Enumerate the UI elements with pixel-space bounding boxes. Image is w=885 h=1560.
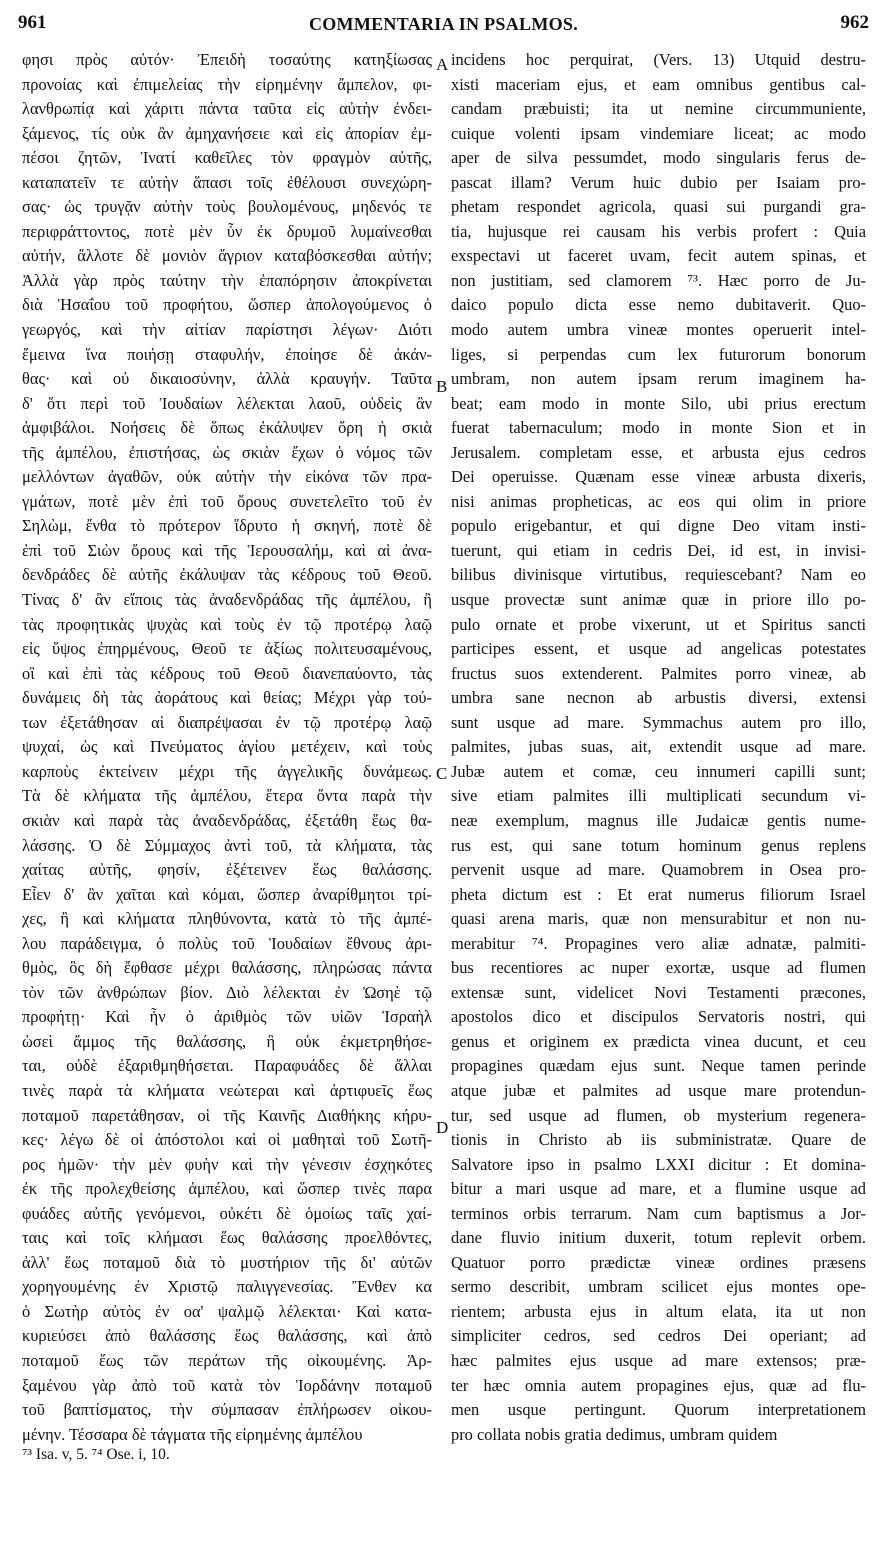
greek-text-line: ποταμοῦ ἕως τῶν περάτων τῆς οἰκουμένης. Ἀρ- [22, 1350, 432, 1370]
latin-text-line: rus est, qui sane totum hominum genus replens [451, 835, 866, 855]
greek-text-line: τὸν τῶν ἀνθρώπων βίον. Διὸ λέλεκται ἐν Ὠσηὲ τῷ [22, 982, 432, 1002]
greek-text-line: ὡσεὶ ἄμμος τῆς θαλάσσης, ἣ οὐκ ἐκμετρηθήσε- [22, 1031, 432, 1051]
latin-text-line: Quatuor porro prædictæ vineæ ordines præsens [451, 1252, 866, 1272]
greek-text-line: χορηγουμένης ἐν Χριστῷ παλιγγενεσίας. Ἔνθεν κα [22, 1277, 432, 1297]
latin-text-line: daico populo dicta esse nemo dubitaverit. Quo- [451, 295, 866, 315]
greek-text-line: φυάδες αὐτῆς γενόμενοι, οὐκέτι δὲ ὁμοίως ταῖς χαί- [22, 1203, 432, 1223]
latin-text-line: propagines quædam ejus sunt. Neque tamen perinde [451, 1056, 866, 1076]
latin-text-line: pheta dictum est : Et erat numerus filiorum Israel [451, 884, 866, 904]
latin-text-line: genus et originem ex prædicta vinea ducunt, et ceu [451, 1031, 866, 1051]
greek-text-line: ρος ἡμῶν· τὴν μὲν φυὴν καὶ τὴν γένεσιν ἐσχηκότες [22, 1154, 432, 1174]
greek-text-line: διὰ Ἡσαΐου τοῦ προφήτου, ὥσπερ ἀπολογούμενος ὁ [22, 295, 432, 315]
latin-text-line: incidens hoc perquirat, (Vers. 13) Utquid destru- [451, 50, 866, 69]
latin-text-line: atque jubæ et palmites ad usque mare protendun- [451, 1080, 866, 1100]
latin-text-line: sermo describit, umbram scilicet ejus montes ope- [451, 1277, 866, 1297]
latin-text-line: terminos orbis terrarum. Nam cum baptismus a Jor- [451, 1203, 866, 1223]
greek-text-line: ξαμένου γὰρ ἀπὸ τοῦ κατὰ τὸν Ἰορδάνην ποταμοῦ [22, 1375, 432, 1395]
latin-text-line: participes essent, et usque ad angelicas potestates [451, 639, 866, 659]
greek-text-line: προνοίας καὶ ἐπιμελείας τὴν εἰρημένην ἄμπελον, φι- [22, 74, 432, 94]
footnotes: ⁷³ Isa. v, 5. ⁷⁴ Ose. i, 10. [22, 1446, 170, 1463]
greek-text-line: προφήτῃ· Καὶ ἦν ὁ ἀριθμὸς τῶν υἱῶν Ἰσραὴλ [22, 1007, 432, 1027]
greek-text-line: Ἀλλὰ γὰρ πρὸς ταύτην τὴν ἐπαπόρησιν ἀποκρίνεται [22, 270, 432, 290]
section-marker-c: C [436, 764, 448, 783]
latin-text-line: Salvatore ipso in psalmo LXXI dicitur : Et domina- [451, 1154, 866, 1174]
section-marker-d: D [436, 1118, 449, 1137]
greek-text-line: μένην. Τέσσαρα δὲ τάγματα τῆς εἰρημένης ἀμπέλου [22, 1424, 363, 1444]
greek-text-line: φησι πρὸς αὐτόν· Ἐπειδὴ τοσαύτης κατηξίωσας [22, 50, 432, 69]
latin-text-line: pervenit usque ad mare. Quamobrem in Osea pro- [451, 860, 866, 880]
greek-text-line: τῆς ἀμπέλου, ἐπιστήσας, ὡς σκιὰν ἔχων ὁ νόμος τῶν [22, 442, 432, 462]
greek-text-line: ἀλλ' ἕως ποταμοῦ διὰ τὸ μυστήριον τῆς δι' αὐτῶν [22, 1252, 432, 1272]
greek-text-line: τινὲς παρὰ τὰ κλήματα νεώτεραι καὶ ἀρτιφυεῖς ἕως [22, 1080, 432, 1100]
latin-text-line: xisti maceriam ejus, et eam omnibus gentibus cal- [451, 74, 866, 94]
latin-text-line: bitur a mari usque ad mare, et a flumine usque ad [451, 1179, 866, 1199]
latin-text-line: cuique volenti ipsam vindemiare liceat; ac modo [451, 123, 866, 143]
latin-text-line: ter hæc omnia autem propagines ejus, quæ ad flu- [451, 1375, 866, 1395]
latin-text-line: bus recentiores ac nuper exortæ, usque ad flumen [451, 958, 866, 978]
latin-text-line: umbra sane necnon ab arbustis diversi, extensi [451, 688, 866, 708]
page-number-right: 962 [840, 12, 869, 33]
page-number-left: 961 [18, 12, 47, 33]
latin-text-line: Jerusalem. completam esse, et arbusta ejus cedros [451, 442, 866, 462]
greek-column [22, 48, 432, 1444]
greek-text-line: λου παράδειγμα, ὁ πολὺς τοῦ Ἰουδαίων ἔθνους ἀρι- [22, 933, 432, 953]
latin-text-line: pascat illam? Verum huic dubio per Isaiam pro- [451, 172, 866, 192]
latin-text-line: aper de silva pessumdet, modo singularis ferus de- [451, 148, 866, 168]
latin-text-line: tia, hujusque rei causam his verbis profert : Quia [451, 221, 866, 241]
greek-text-line: μελλόντων ἀγαθῶν, οὐκ αὐτὴν τὴν εἰκόνα τῶν πρα- [22, 467, 432, 487]
latin-text-line: tionis in Christo ab iis subministratæ. Quare de [451, 1130, 866, 1150]
greek-text-line: τὰς προφητικὰς ψυχὰς καὶ τοὺς ἐν τῷ προτέρῳ λαῷ [22, 614, 432, 634]
greek-text-line: ψυχαί, ὡς καὶ Πνεύματος ἁγίου μετέχειν, καὶ τοὺς [22, 737, 432, 757]
latin-text-line: fuerat tabernaculum; modo in monte Sion et in [451, 418, 866, 438]
latin-text-line: modo autem umbra vineæ montes operuerit intel- [451, 320, 866, 340]
greek-text-line: ἐπὶ τοῦ Σιὼν ὄρους καὶ τῆς Ἱερουσαλήμ, καὶ αἱ ἀνα- [22, 540, 432, 560]
greek-text-line: περιφράττοντος, ποτὲ μὲν ὗν ἐκ δρυμοῦ λυμαίνεσθαι [22, 221, 432, 241]
latin-text-line: tur, sed usque ad flumen, ob mysterium regenera- [451, 1105, 866, 1125]
greek-text-line: ξάμενος, τίς οὐκ ἂν ἀμηχανήσειε καὶ εἰς ἀπορίαν ἐμ- [22, 123, 432, 143]
latin-text-line: fructus suos extenderent. Palmites porro vineæ, ab [451, 663, 866, 683]
section-marker-b: B [436, 377, 448, 396]
greek-text-line: δ' ὅτι περὶ τοῦ Ἰουδαίων λέλεκται λαοῦ, οὐδεὶς ἂν [22, 393, 432, 413]
latin-text-line: hæc palmites ejus usque ad mare extensos; præ- [451, 1350, 866, 1370]
greek-text-line: λανθρωπίᾳ καὶ χάριτι πάντα ταῦτα εἰς αὐτὴν ἐνδει- [22, 99, 432, 119]
latin-text-line: nisi animas propheticas, ac eos qui olim in priore [451, 491, 866, 511]
greek-text-line: κες· λέγω δὲ οἱ ἀπόστολοι καὶ οἱ μαθηταὶ τοῦ Σωτῆ- [22, 1130, 432, 1150]
greek-text-line: σας· ὡς τρυγᾷν αὐτὴν τοὺς βουλομένους, μηδενός τε [22, 197, 432, 217]
greek-text-line: δενδράδες δὲ αὐτῆς ἐκάλυψαν τὰς κέδρους τοῦ Θεοῦ. [22, 565, 432, 585]
greek-text-line: χαίτας αὐτῆς, φησίν, ἐξέτεινεν ἕως θαλάσσης. [22, 860, 432, 880]
latin-text-line: simpliciter cedros, sed cedros Dei operiant; ad [451, 1326, 866, 1346]
greek-text-line: λάσσης. Ὁ δὲ Σύμμαχος ἀντὶ τοῦ, τὰ κλήματα, τὰς [22, 835, 432, 855]
greek-text-line: τοῦ βαπτίσματος, τὴν σύμπασαν ἐπλήρωσεν οἰκου- [22, 1400, 432, 1420]
latin-text-line: sive etiam palmites illi multiplicati secundum vi- [451, 786, 866, 806]
greek-text-line: κυριεύσει ἀπὸ θαλάσσης ἕως θαλάσσης, καὶ ἀπὸ [22, 1326, 432, 1346]
latin-column [451, 48, 866, 1444]
greek-text-line: χες, ἢ καὶ κλήματα πληθύνοντα, κατὰ τὸ τῆς ἀμπέ- [22, 909, 432, 929]
latin-text-line: dane fluvio initium duxerit, totum replevit orbem. [451, 1228, 866, 1248]
greek-text-line: δυνάμεις δὴ τὰς ἀοράτους καὶ θείας; Μέχρι γὰρ τού- [22, 688, 432, 708]
greek-text-line: καταπατεῖν τε αὐτὴν ἅπασι τοῖς ἐθέλουσι συνεχώρη- [22, 172, 432, 192]
greek-text-line: οἳ καὶ ἐπὶ τὰς κέδρους τοῦ Θεοῦ διανεπαύοντο, τὰς [22, 663, 432, 683]
greek-text-line: ἐκ τῆς προλεχθείσης ἀμπέλου, καὶ ὥσπερ τινὲς παρα [22, 1179, 432, 1199]
latin-text-line: Dei operuisse. Quænam esse vineæ arbusta dixeris, [451, 467, 866, 487]
latin-text-line: sunt usque ad mare. Symmachus autem pro illo, [451, 712, 866, 732]
greek-text-line: ται, οὐδὲ ἐξαριθμηθήσεται. Παραφυάδες δὲ ἄλλαι [22, 1056, 432, 1076]
latin-text-line: pulo ornate et probe vixerunt, ut et Spiritus sancti [451, 614, 866, 634]
latin-text-line: quasi arena maris, quæ non mensurabitur et non nu- [451, 909, 866, 929]
latin-text-line: apostolos dico et discipulos Servatoris nostri, qui [451, 1007, 866, 1027]
greek-text-line: γμάτων, ποτὲ μὲν ἐπὶ τοῦ ὄρους συνετελεῖτο τοῦ ἐν [22, 491, 432, 511]
greek-text-line: καρποὺς ἐκτείνειν μέχρι τῆς ἀγγελικῆς δυνάμεως. [22, 761, 432, 781]
latin-text-line: candam præbuisti; ita ut nemine circummuniente, [451, 99, 866, 119]
greek-text-line: σκιὰν καὶ παρὰ τὰς ἀναδενδράδας, ἐξετάθη ἕως θα- [22, 810, 432, 830]
greek-text-line: ἔμεινα ἵνα ποιήσῃ σταφυλήν, ἐποίησε δὲ ἀκάν- [22, 344, 432, 364]
latin-text-line: umbram, non autem ipsam rerum imaginem ha- [451, 369, 866, 389]
latin-text-line: phetam respondet agricola, quasi sui purgandi gra- [451, 197, 866, 217]
latin-text-line: exspectavi ut faceret uvam, fecit autem spinas, et [451, 246, 866, 266]
greek-text-line: Τὰ δὲ κλήματα τῆς ἀμπέλου, ἕτερα ὄντα παρὰ τὴν [22, 786, 432, 806]
latin-text-line: tuerunt, qui etiam in cedris Dei, id est, in invisi- [451, 540, 866, 560]
latin-text-line: pro collata nobis gratia dedimus, umbram quidem [451, 1424, 778, 1444]
section-marker-a: A [436, 55, 449, 74]
greek-text-line: ἀμφιβάλοι. Νοήσεις δὲ ὅπως ἐκάλυψεν ὄρη ἡ σκιὰ [22, 418, 432, 438]
greek-text-line: Τίνας δ' ἂν εἴποις τὰς ἀναδενδράδας τῆς ἀμπέλου, ἢ [22, 590, 432, 610]
latin-text-line: bilibus divinisque virtutibus, requiescebant? Nam eo [451, 565, 866, 585]
latin-text-line: palmites, jubas suas, ait, extendit usque ad mare. [451, 737, 866, 757]
latin-text-line: extensæ sunt, videlicet Novi Testamenti præcones, [451, 982, 866, 1002]
latin-text-line: beat; eam modo in monte Silo, ubi prius erectum [451, 393, 866, 413]
running-title: COMMENTARIA IN PSALMOS. [308, 14, 579, 34]
latin-text-line: Jubæ autem et comæ, ceu innumeri capilli sunt; [451, 761, 866, 781]
greek-text-line: ποταμοῦ παρετάθησαν, οἱ τῆς Καινῆς Διαθήκης κήρυ- [22, 1105, 432, 1125]
latin-text-line: neæ exemplum, magnus ille Judaicæ gentis nume- [451, 810, 866, 830]
greek-text-line: θας· καὶ οὐ δικαιοσύνην, ἀλλὰ κραυγήν. Ταῦτα [22, 369, 432, 389]
greek-text-line: Σηλὼμ, ἔνθα τὸ πρότερον ἵδρυτο ἡ σκηνή, ποτὲ δὲ [22, 516, 432, 536]
greek-text-line: Εἶεν δ' ἂν χαῖται καὶ κόμαι, ὥσπερ ἀναρίθμητοι τρί- [22, 884, 432, 904]
greek-text-line: θμὸς, ὃς δὴ ἔφθασε μέχρι θαλάσσης, πληρώσας πάντα [22, 958, 432, 978]
latin-text-line: rientem; arbusta ejus in altum elata, ita ut non [451, 1301, 866, 1321]
greek-text-line: ὁ Σωτὴρ αὐτὸς ἐν οα' ψαλμῷ λέλεκται· Καὶ κατα- [22, 1301, 432, 1321]
latin-text-line: usque provectæ sunt animæ quæ in priore illo po- [451, 590, 866, 610]
latin-text-line: populo erigebantur, et qui digne Deo vitam insti- [451, 516, 866, 536]
greek-text-line: πέσοι ζητῶν, Ἱνατί καθεῖλες τὸν φραγμὸν αὐτῆς, [22, 148, 432, 168]
greek-text-line: ταις καὶ τοῖς κλήμασι ἕως θαλάσσης προελθόντες, [22, 1228, 432, 1248]
latin-text-line: merabitur ⁷⁴. Propagines vero aliæ adnatæ, palmiti- [451, 933, 866, 953]
greek-text-line: εἰς ὕψος ἐπηρμένους, Θεοῦ τε ἀξίως πολιτευσαμένους, [22, 639, 432, 659]
greek-text-line: γεωργός, καὶ τὴν αἰτίαν παρίστησι λέγων· Διότι [22, 320, 432, 340]
greek-text-line: των ἐξετάθησαν αἱ διαπρέψασαι ἐν τῷ προτέρῳ λαῷ [22, 712, 432, 732]
latin-text-line: men usque pertingunt. Quorum interpretationem [451, 1400, 866, 1420]
greek-text-line: αὐτήν, ἄλλοτε δὲ μονιὸν ἄγριον καταβόσκεσθαι αὐτήν; [22, 246, 432, 266]
latin-text-line: non justitiam, sed clamorem ⁷³. Hæc porro de Ju- [451, 270, 866, 290]
running-header [18, 10, 869, 42]
latin-text-line: liges, si perpendas cum lex futurorum bonorum [451, 344, 866, 364]
